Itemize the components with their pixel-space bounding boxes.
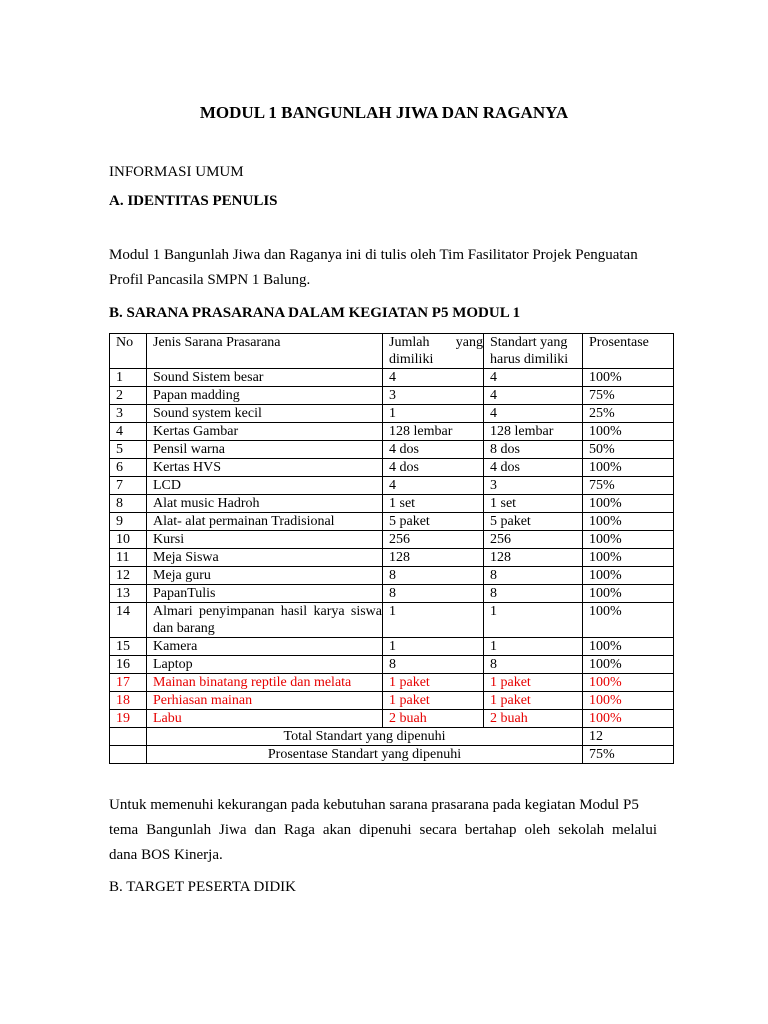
cell-prosentase: 100% — [583, 603, 674, 638]
cell-jumlah: 8 — [383, 656, 484, 674]
cell-no: 10 — [110, 531, 147, 549]
cell-prosentase: 50% — [583, 441, 674, 459]
table-row — [110, 656, 674, 674]
persen-row — [110, 746, 674, 764]
cell-jumlah: 1 — [383, 405, 484, 423]
cell-no: 17 — [110, 674, 147, 692]
table-row — [110, 405, 674, 423]
table-row — [110, 585, 674, 603]
cell-standart: 3 — [484, 477, 583, 495]
cell-no: 11 — [110, 549, 147, 567]
table-row — [110, 692, 674, 710]
cell-no: 18 — [110, 692, 147, 710]
table-row — [110, 423, 674, 441]
total-empty-cell — [110, 728, 147, 746]
table-row — [110, 638, 674, 656]
table-row — [110, 674, 674, 692]
note-line: Untuk memenuhi kekurangan pada kebutuhan sarana prasarana pada kegiatan Modul P5 — [109, 797, 639, 813]
table-row — [110, 513, 674, 531]
cell-jenis: Mainan binatang reptile dan melata — [147, 674, 383, 692]
note-line: dana BOS Kinerja. — [109, 847, 223, 863]
cell-jenis: Kertas Gambar — [147, 423, 383, 441]
cell-prosentase: 100% — [583, 674, 674, 692]
cell-prosentase: 100% — [583, 495, 674, 513]
cell-jenis: Kamera — [147, 638, 383, 656]
cell-prosentase: 100% — [583, 710, 674, 728]
cell-no: 13 — [110, 585, 147, 603]
page-title: MODUL 1 BANGUNLAH JIWA DAN RAGANYA — [199, 103, 569, 122]
cell-standart: 1 — [484, 603, 583, 638]
cell-jenis: Papan madding — [147, 387, 383, 405]
cell-standart: 5 paket — [484, 513, 583, 531]
cell-jumlah: 4 — [383, 477, 484, 495]
table-row — [110, 477, 674, 495]
cell-standart: 128 — [484, 549, 583, 567]
cell-standart: 4 dos — [484, 459, 583, 477]
cell-jumlah: 1 — [383, 603, 484, 638]
cell-jumlah: 8 — [383, 567, 484, 585]
cell-jenis: Alat music Hadroh — [147, 495, 383, 513]
table-row — [110, 441, 674, 459]
header-jenis: Jenis Sarana Prasarana — [147, 334, 383, 369]
cell-jenis: Meja Siswa — [147, 549, 383, 567]
header-prosentase: Prosentase — [583, 334, 674, 369]
cell-jenis: Alat- alat permainan Tradisional — [147, 513, 383, 531]
cell-jenis: Almari penyimpanan hasil karya siswa dan barang — [147, 603, 383, 638]
cell-jumlah: 4 — [383, 369, 484, 387]
cell-no: 7 — [110, 477, 147, 495]
cell-no: 2 — [110, 387, 147, 405]
cell-jumlah: 1 set — [383, 495, 484, 513]
cell-standart: 2 buah — [484, 710, 583, 728]
cell-jenis: LCD — [147, 477, 383, 495]
cell-jumlah: 8 — [383, 585, 484, 603]
identitas-line: Profil Pancasila SMPN 1 Balung. — [109, 272, 311, 288]
cell-standart: 4 — [484, 387, 583, 405]
table-row — [110, 549, 674, 567]
informasi-umum-heading: INFORMASI UMUM — [109, 164, 244, 180]
table-row — [110, 459, 674, 477]
cell-standart: 4 — [484, 369, 583, 387]
cell-prosentase: 100% — [583, 513, 674, 531]
cell-jenis: PapanTulis — [147, 585, 383, 603]
cell-jumlah: 256 — [383, 531, 484, 549]
cell-standart: 8 — [484, 656, 583, 674]
cell-prosentase: 100% — [583, 567, 674, 585]
persen-value: 75% — [583, 746, 674, 764]
cell-standart: 1 — [484, 638, 583, 656]
cell-prosentase: 100% — [583, 656, 674, 674]
cell-jenis: Sound Sistem besar — [147, 369, 383, 387]
cell-jenis: Labu — [147, 710, 383, 728]
cell-jumlah: 4 dos — [383, 441, 484, 459]
identitas-line: Modul 1 Bangunlah Jiwa dan Raganya ini di tulis oleh Tim Fasilitator Projek Penguatan — [109, 247, 638, 263]
total-row — [110, 728, 674, 746]
cell-prosentase: 100% — [583, 423, 674, 441]
cell-jenis: Perhiasan mainan — [147, 692, 383, 710]
persen-label: Prosentase Standart yang dipenuhi — [147, 746, 583, 764]
cell-standart: 256 — [484, 531, 583, 549]
cell-standart: 128 lembar — [484, 423, 583, 441]
cell-standart: 8 — [484, 567, 583, 585]
total-value: 12 — [583, 728, 674, 746]
table-row — [110, 567, 674, 585]
header-standart: Standart yang harus dimiliki — [484, 334, 583, 369]
cell-jumlah: 5 paket — [383, 513, 484, 531]
cell-jumlah: 3 — [383, 387, 484, 405]
cell-jumlah: 1 paket — [383, 692, 484, 710]
section-a-heading: A. IDENTITAS PENULIS — [109, 193, 278, 209]
header-no: No — [110, 334, 147, 369]
cell-no: 1 — [110, 369, 147, 387]
cell-jumlah: 1 paket — [383, 674, 484, 692]
sarana-prasarana-table — [109, 333, 674, 764]
cell-no: 3 — [110, 405, 147, 423]
cell-no: 8 — [110, 495, 147, 513]
cell-prosentase: 25% — [583, 405, 674, 423]
cell-standart: 8 — [484, 585, 583, 603]
table-row — [110, 531, 674, 549]
cell-jumlah: 4 dos — [383, 459, 484, 477]
cell-prosentase: 100% — [583, 638, 674, 656]
identitas-paragraph — [109, 243, 657, 293]
cell-no: 5 — [110, 441, 147, 459]
cell-no: 19 — [110, 710, 147, 728]
table-row — [110, 603, 674, 638]
cell-no: 12 — [110, 567, 147, 585]
cell-no: 6 — [110, 459, 147, 477]
cell-no: 16 — [110, 656, 147, 674]
cell-standart: 4 — [484, 405, 583, 423]
cell-jenis: Meja guru — [147, 567, 383, 585]
cell-jumlah: 2 buah — [383, 710, 484, 728]
cell-prosentase: 100% — [583, 531, 674, 549]
cell-jenis: Kertas HVS — [147, 459, 383, 477]
cell-jenis: Laptop — [147, 656, 383, 674]
cell-no: 15 — [110, 638, 147, 656]
cell-prosentase: 100% — [583, 692, 674, 710]
cell-prosentase: 100% — [583, 459, 674, 477]
total-label: Total Standart yang dipenuhi — [147, 728, 583, 746]
note-paragraph — [109, 793, 657, 868]
header-jumlah: Jumlah yang dimiliki — [383, 334, 484, 369]
persen-empty-cell — [110, 746, 147, 764]
cell-jenis: Kursi — [147, 531, 383, 549]
cell-jenis: Pensil warna — [147, 441, 383, 459]
table-row — [110, 495, 674, 513]
table-row — [110, 710, 674, 728]
cell-no: 4 — [110, 423, 147, 441]
cell-no: 14 — [110, 603, 147, 638]
table-row — [110, 387, 674, 405]
cell-jumlah: 1 — [383, 638, 484, 656]
cell-prosentase: 75% — [583, 387, 674, 405]
cell-prosentase: 100% — [583, 585, 674, 603]
target-peserta-heading: B. TARGET PESERTA DIDIK — [109, 879, 296, 895]
table-row — [110, 369, 674, 387]
cell-standart: 1 paket — [484, 674, 583, 692]
note-line: tema Bangunlah Jiwa dan Raga akan dipenuhi secara bertahap oleh sekolah melalui — [109, 822, 657, 838]
cell-prosentase: 75% — [583, 477, 674, 495]
cell-prosentase: 100% — [583, 549, 674, 567]
cell-jenis: Sound system kecil — [147, 405, 383, 423]
cell-standart: 8 dos — [484, 441, 583, 459]
cell-prosentase: 100% — [583, 369, 674, 387]
cell-no: 9 — [110, 513, 147, 531]
table-header-row — [110, 334, 674, 369]
cell-standart: 1 set — [484, 495, 583, 513]
cell-jumlah: 128 lembar — [383, 423, 484, 441]
cell-jumlah: 128 — [383, 549, 484, 567]
cell-standart: 1 paket — [484, 692, 583, 710]
section-b-heading: B. SARANA PRASARANA DALAM KEGIATAN P5 MODUL 1 — [109, 305, 521, 321]
